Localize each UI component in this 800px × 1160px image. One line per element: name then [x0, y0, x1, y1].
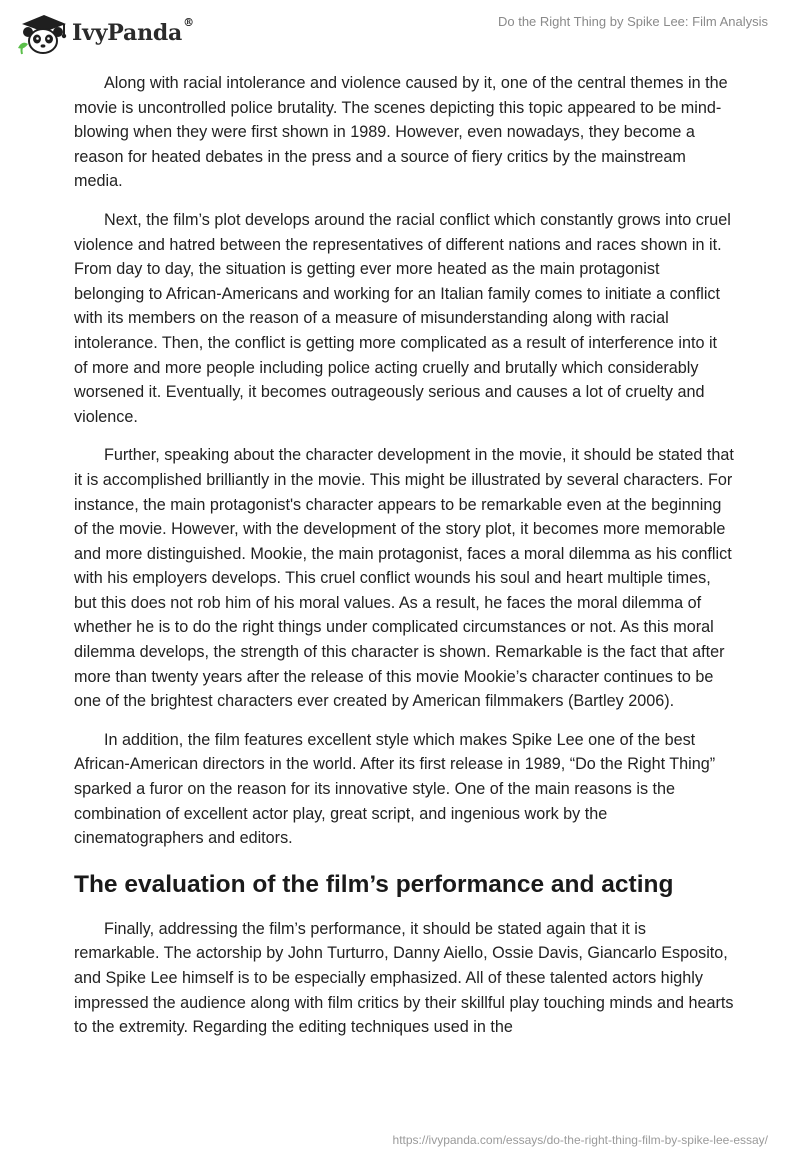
paragraph: Further, speaking about the character development in the movie, it should be stated that it is accomplished brilliantly in the movie. This might be illustrated by several characters. For instance, the main protagonist's character appears to be remarkable even at the beginning of the movie. However, with the development of the story plot, it becomes more memorable and more distinguished. Mookie, the main protagonist, faces a moral dilemma as his conflict with his employers develops. This cruel conflict wounds his soul and heart multiple times, but this does not rob him of his moral values. As a result, he faces the moral dilemma of whether he is to do the right things under complicated circumstances or not. As this moral dilemma develops, the strength of this character is shown. Remarkable is the fact that after more than twenty years after the release of this movie Mookie’s character continues to be one of the brightest characters ever created by American filmmakers (Bartley 2006).: [74, 446, 734, 711]
ivypanda-logo[interactable]: [14, 10, 194, 56]
document-title: Do the Right Thing by Spike Lee: Film Analysis: [497, 14, 768, 29]
section-heading: The evaluation of the film’s performance and acting: [74, 870, 674, 898]
paragraph: Finally, addressing the film’s performance, it should be stated again that it is remarkable. The actorship by John Turturro, Danny Aiello, Ossie Davis, Giancarlo Esposito, and Spike Lee himself is to be especially emphasized. All of these talented actors highly impressed the audience along with film critics by their skillful play touching minds and hearts to the extremity. Regarding the editing techniques used in the: [74, 919, 734, 1037]
paragraph: In addition, the film features excellent style which makes Spike Lee one of the best African-American directors in the world. After its first release in 1989, “Do the Right Thing” sparked a furor on the reason for its innovative style. One of the main reasons is the combination of excellent actor play, great script, and ingenious work by the cinematographers and editors.: [74, 730, 716, 848]
page-header: [0, 0, 800, 64]
source-url-link[interactable]: https://ivypanda.com/essays/do-the-right-thing-film-by-spike-lee-essay/: [392, 1133, 768, 1147]
logo-text: IvyPanda®: [72, 16, 194, 46]
panda-graduate-icon: [14, 10, 70, 56]
paragraph: Along with racial intolerance and violence caused by it, one of the central themes in the movie is uncontrolled police brutality. The scenes depicting this topic appeared to be mind-blowing when they were first shown in 1989. However, even nowadays, they become a reason for heated debates in the press and a source of fiery critics by the mainstream media.: [74, 74, 728, 191]
paragraph: Next, the film’s plot develops around the racial conflict which constantly grows into cruel violence and hatred between the representatives of different nations and races shown in it. From day to day, the situation is getting ever more heated as the main protagonist belonging to African-Americans and working for an Italian family comes to initiate a conflict with its members on the reason of a measure of misunderstanding along with racial intolerance. Then, the conflict is getting more complicated as a result of interference into it of more and more people including police acting cruelly and brutally which considerably worsened it. Eventually, it becomes outrageously serious and causes a lot of cruelty and violence.: [74, 210, 731, 426]
essay-content: [74, 71, 734, 1054]
